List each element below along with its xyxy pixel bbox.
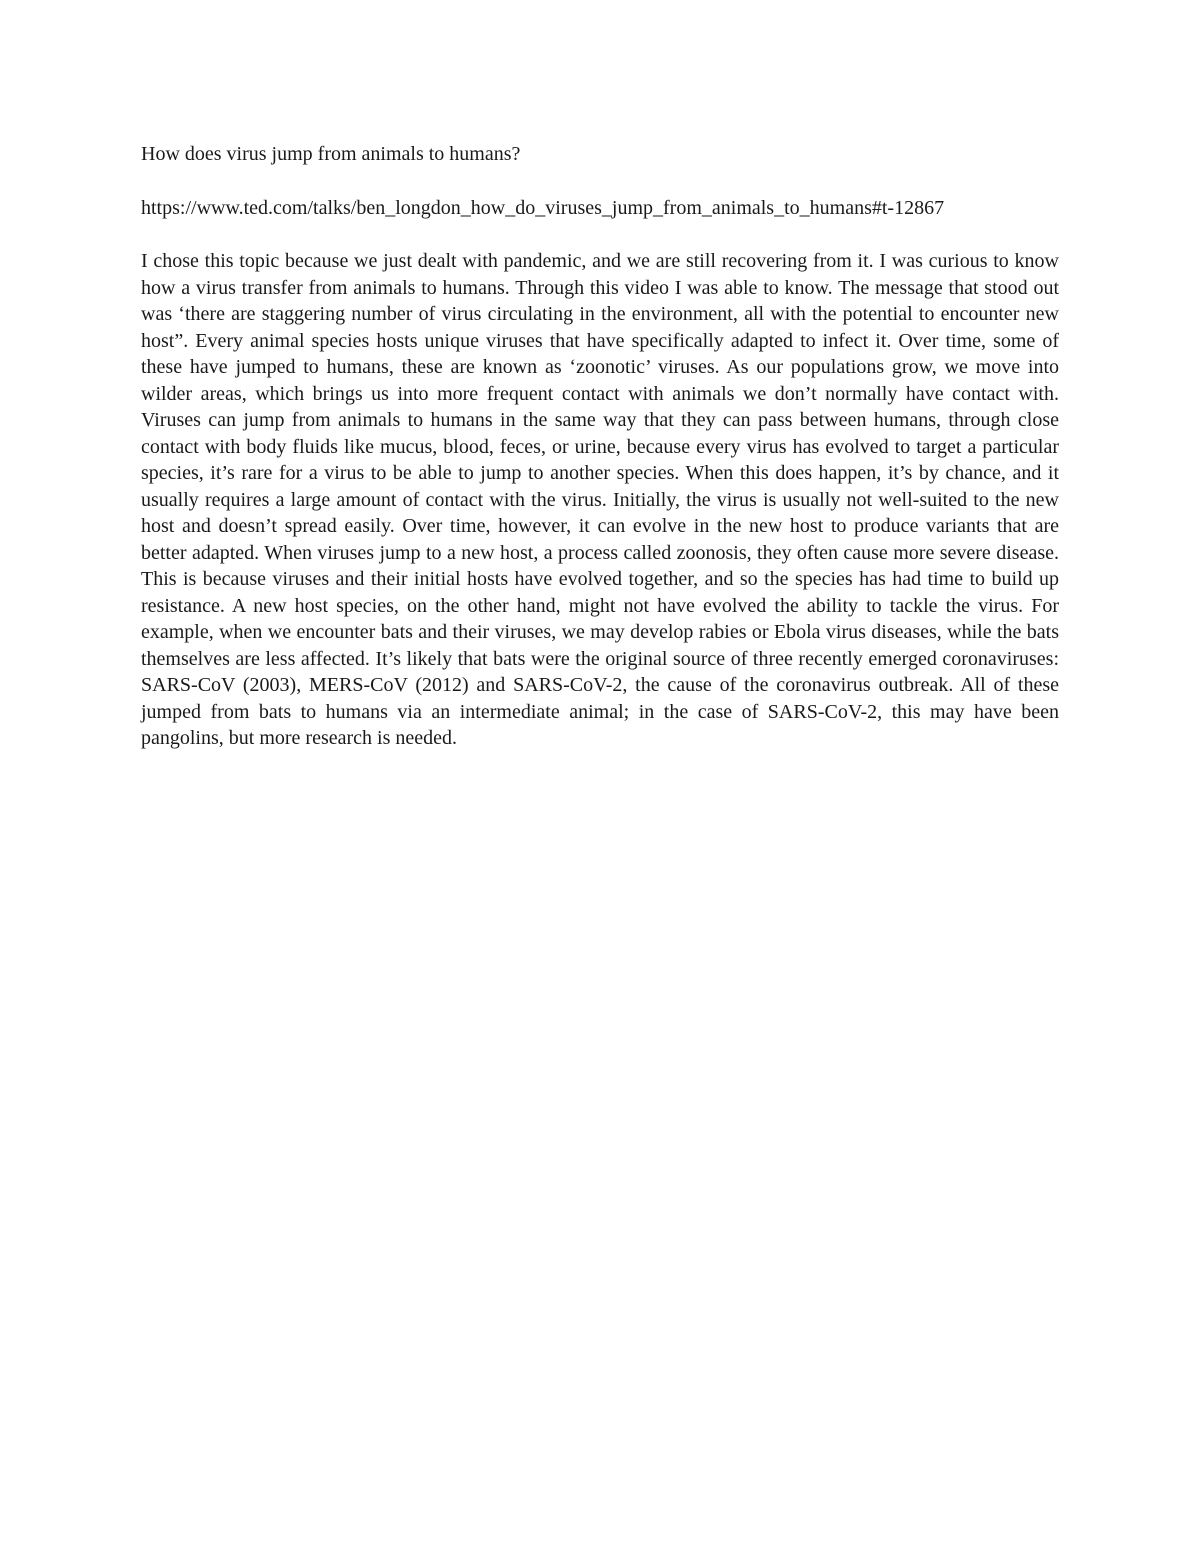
source-link[interactable]: https://www.ted.com/talks/ben_longdon_how_do_viruses_jump_from_animals_to_humans#t-12867 <box>141 196 945 219</box>
body-paragraph: I chose this topic because we just dealt with pandemic, and we are still recovering from it. I was curious to know how a virus transfer from animals to humans. Through this video I was able to know. The message that stood out was ‘there are staggering number of virus circulating in the environment, all with the potential to encounter new host”. Every animal species hosts unique viruses that have specifically adapted to infect it. Over time, some of these have jumped to humans, these are known as ‘zoonotic’ viruses. As our populations grow, we move into wilder areas, which brings us into more frequent contact with animals we don’t normally have contact with. Viruses can jump from animals to humans in the same way that they can pass between humans, through close contact with body fluids like mucus, blood, feces, or urine, because every virus has evolved to target a particular species, it’s rare for a virus to be able to jump to another species. When this does happen, it’s by chance, and it usually requires a large amount of contact with the virus. Initially, the virus is usually not well-suited to the new host and doesn’t spread easily. Over time, however, it can evolve in the new host to produce variants that are better adapted. When viruses jump to a new host, a process called zoonosis, they often cause more severe disease. This is because viruses and their initial hosts have evolved together, and so the species has had time to build up resistance. A new host species, on the other hand, might not have evolved the ability to tackle the virus. For example, when we encounter bats and their viruses, we may develop rabies or Ebola virus diseases, while the bats themselves are less affected. It’s likely that bats were the original source of three recently emerged coronaviruses: SARS-CoV (2003), MERS-CoV (2012) and SARS-CoV-2, the cause of the coronavirus outbreak. All of these jumped from bats to humans via an intermediate animal; in the case of SARS-CoV-2, this may have been pangolins, but more research is needed. <box>141 250 1059 749</box>
document-title: How does virus jump from animals to humans? <box>141 143 521 165</box>
document-content <box>141 141 1059 752</box>
